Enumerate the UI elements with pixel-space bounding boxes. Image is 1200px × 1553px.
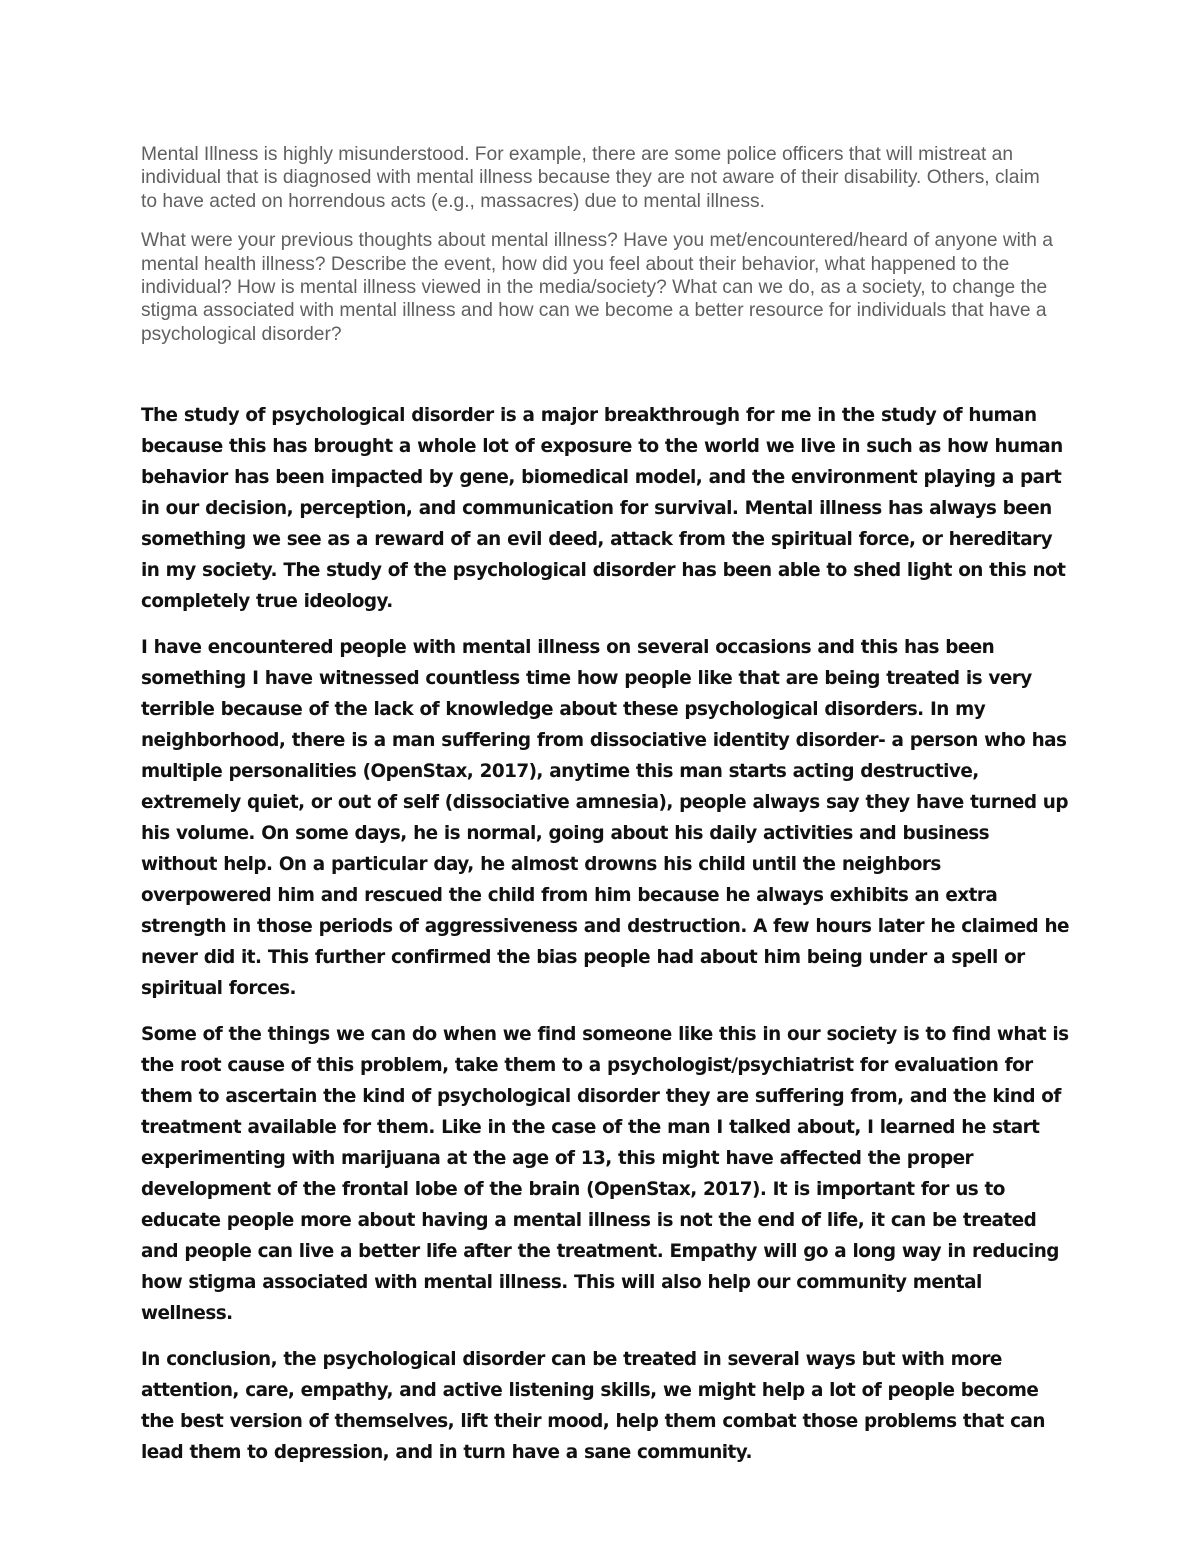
assignment-prompt	[141, 143, 1061, 362]
response-paragraph-3: Some of the things we can do when we find someone like this in our society is to find what is the root cause of this problem, take them to a psychologist/psychiatrist for evaluation for them to ascertain the kind of psychological disorder they are suffering from, and the kind of treatment available for them. Like in the case of the man I talked about, I learned he start experimenting with marijuana at the age of 13, this might have affected the proper development of the frontal lobe of the brain (OpenStax, 2017). It is important for us to educate people more about having a mental illness is not the end of life, it can be treated and people can live a better life after the treatment. Empathy will go a long way in reducing how stigma associated with mental illness. This will also help our community mental wellness.	[141, 1024, 1069, 1324]
prompt-paragraph-1: Mental Illness is highly misunderstood. For example, there are some police officers that will mistreat an individual that is diagnosed with mental illness because they are not aware of their disability. Others, claim to have acted on horrendous acts (e.g., massacres) due to mental illness.	[141, 144, 1040, 212]
student-response	[141, 400, 1071, 1483]
response-paragraph-2: I have encountered people with mental illness on several occasions and this has been something I have witnessed countless time how people like that are being treated is very terrible because of the lack of knowledge about these psychological disorders. In my neighborhood, there is a man suffering from dissociative identity disorder- a person who has multiple personalities (OpenStax, 2017), anytime this man starts acting destructive, extremely quiet, or out of self (dissociative amnesia), people always say they have turned up his volume. On some days, he is normal, going about his daily activities and business without help. On a particular day, he almost drowns his child until the neighbors overpowered him and rescued the child from him because he always exhibits an extra strength in those periods of aggressiveness and destruction. A few hours later he claimed he never did it. This further confirmed the bias people had about him being under a spell or spiritual forces.	[141, 637, 1069, 999]
response-paragraph-4: In conclusion, the psychological disorder can be treated in several ways but with more attention, care, empathy, and active listening skills, we might help a lot of people become the best version of themselves, lift their mood, help them combat those problems that can lead them to depression, and in turn have a sane community.	[141, 1349, 1045, 1463]
prompt-paragraph-2: What were your previous thoughts about mental illness? Have you met/encountered/heard of anyone with a mental health illness? Describe the event, how did you feel about their behavior, what happened to the individual? How is mental illness viewed in the media/society? What can we do, as a society, to change the stigma associated with mental illness and how can we become a better resource for individuals that have a psychological disorder?	[141, 230, 1053, 345]
response-paragraph-1: The study of psychological disorder is a major breakthrough for me in the study of human because this has brought a whole lot of exposure to the world we live in such as how human behavior has been impacted by gene, biomedical model, and the environment playing a part in our decision, perception, and communication for survival. Mental illness has always been something we see as a reward of an evil deed, attack from the spiritual force, or hereditary in my society. The study of the psychological disorder has been able to shed light on this not completely true ideology.	[141, 405, 1066, 612]
